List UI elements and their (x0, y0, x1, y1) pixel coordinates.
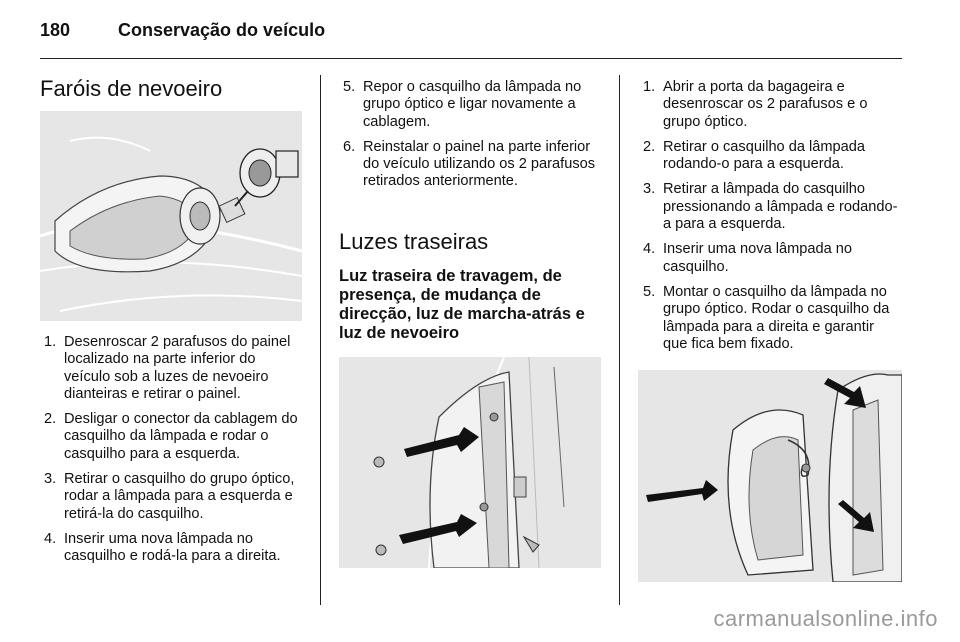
tail-light-illustration (339, 357, 601, 568)
fog-light-illustration (40, 111, 302, 321)
chapter-title: Conservação do veículo (118, 20, 326, 40)
list-item: 2. Desligar o conector da cablagem do casquilho da lâmpada e rodar o casquilho para a esquerda. (44, 411, 298, 462)
column-divider (619, 75, 620, 605)
list-item: 4. Inserir uma nova lâmpada no casquilho e rodá-la para a direita. (44, 530, 281, 565)
fog-light-steps (40, 334, 305, 574)
subheading-rear-lamps: Luz traseira de travagem, de presença, de mudança de direcção, luz de marcha-atrás e luz de nevoeiro (339, 267, 585, 342)
list-item: 1. Desenroscar 2 parafusos do painel localizado na parte inferior do veículo sob a luzes de nevoeiro dianteiras e retirar o painel. (44, 334, 291, 402)
tail-light-removed-drawing (638, 370, 902, 582)
list-item: 1. Abrir a porta da bagageira e desenroscar os 2 parafusos e o grupo óptico. (643, 79, 868, 130)
tail-light-removed-illustration (638, 370, 902, 582)
list-item: 6. Reinstalar o painel na parte inferior do veículo utilizando os 2 parafusos retirados anteriormente. (343, 138, 596, 190)
page-number: 180 (40, 20, 71, 40)
tail-light-steps (639, 79, 901, 361)
header-rule (40, 58, 902, 59)
fog-light-drawing (40, 111, 302, 321)
list-item: 2. Retirar o casquilho da lâmpada rodando-o para a esquerda. (643, 138, 865, 173)
list-item: 5. Montar o casquilho da lâmpada no grupo óptico. Rodar o casquilho da lâmpada para a direita e garantir que fica bem fixado. (643, 283, 890, 352)
list-item: 5. Repor o casquilho da lâmpada no grupo óptico e ligar novamente a cablagem. (343, 79, 582, 130)
watermark-text: carmanualsonline.info (713, 606, 938, 631)
list-item: 3. Retirar a lâmpada do casquilho pressionando a lâmpada e rodando-a para a esquerda. (643, 181, 898, 233)
section-heading-fog-lights: Faróis de nevoeiro (40, 76, 223, 101)
list-item: 4. Inserir uma nova lâmpada no casquilho. (643, 241, 853, 275)
list-item: 3. Retirar o casquilho do grupo óptico, rodar a lâmpada para a esquerda e retirá-la do casquilho. (44, 471, 295, 522)
section-heading-tail-lights: Luzes traseiras (339, 229, 489, 254)
column-divider (320, 75, 321, 605)
tail-light-drawing (339, 357, 601, 568)
fog-light-steps-continued (339, 79, 607, 199)
